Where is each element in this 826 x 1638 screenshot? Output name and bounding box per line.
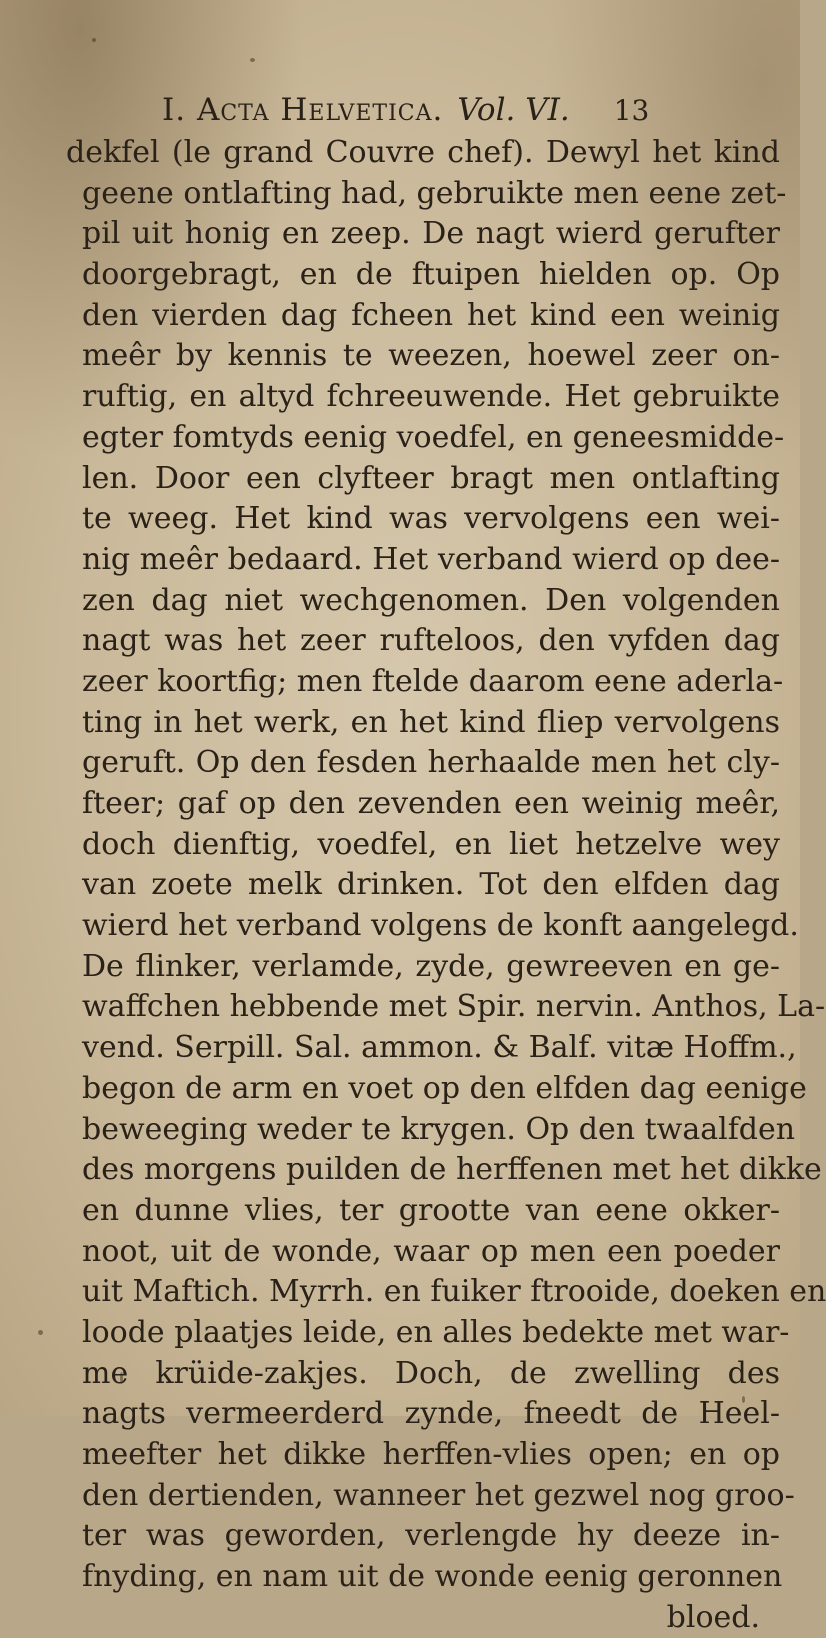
text-line: noot, uit de wonde, waar op men een poeder xyxy=(82,1233,780,1269)
text-line: des morgens puilden de herffenen met het dikke xyxy=(82,1152,822,1188)
text-line-final: bloed. xyxy=(666,1599,760,1635)
text-line: van zoete melk drinken. Tot den elfden dag xyxy=(82,867,780,903)
body-text xyxy=(60,133,826,1638)
text-line: vend. Serpill. Sal. ammon. & Balf. vitæ Hoffm., xyxy=(82,1030,797,1066)
volume-label: Vol. VI. xyxy=(457,92,570,128)
text-line: len. Door een clyfteer bragt men ontlafting xyxy=(82,460,780,496)
text-line: pil uit honig en zeep. De nagt wierd gerufter xyxy=(82,216,780,252)
text-line: geene ontlafting had, gebruikte men eene zet- xyxy=(82,175,787,211)
text-line: zen dag niet wechgenomen. Den volgenden xyxy=(82,582,780,618)
ink-speck xyxy=(38,1330,43,1335)
text-line: den vierden dag fcheen het kind een weinig xyxy=(82,297,780,333)
page-number: 13 xyxy=(613,94,650,127)
text-line: waffchen hebbende met Spir. nervin. Anthos, La- xyxy=(82,989,826,1025)
text-line: ting in het werk, en het kind fliep vervolgens xyxy=(82,704,780,740)
text-line: ter was geworden, verlengde hy deeze in- xyxy=(82,1518,780,1554)
text-line: egter fomtyds eenig voedfel, en geneesmidde- xyxy=(82,419,785,455)
text-line: uit Maftich. Myrrh. en fuiker ftrooide, doeken en xyxy=(82,1274,826,1310)
text-line: beweeging weder te krygen. Op den twaalfden xyxy=(82,1111,796,1147)
text-line: doch dienftig, voedfel, en liet hetzelve wey xyxy=(82,826,780,862)
running-header xyxy=(162,92,662,132)
text-line: dekfel (le grand Couvre chef). Dewyl het kind xyxy=(66,135,780,170)
text-line: meefter het dikke herffen-vlies open; en op xyxy=(82,1437,780,1472)
text-line: De flinker, verlamde, zyde, gewreeven en ge- xyxy=(82,948,780,984)
text-line: nagt was het zeer rufteloos, den vyfden dag xyxy=(82,623,780,659)
text-line: begon de arm en voet op den elfden dag eenige xyxy=(82,1070,807,1106)
text-line: nig meêr bedaard. Het verband wierd op dee- xyxy=(82,541,780,577)
text-line: fnyding, en nam uit de wonde eenig geronnen xyxy=(82,1559,783,1595)
text-line: me krüide-zakjes. Doch, de zwelling des xyxy=(82,1355,780,1391)
text-line: en dunne vlies, ter grootte van eene okker- xyxy=(82,1192,780,1228)
text-line: den dertienden, wanneer het gezwel nog groo- xyxy=(82,1477,795,1513)
text-line: zeer koortfig; men ftelde daarom eene aderla- xyxy=(82,663,784,699)
text-line: loode plaatjes leide, en alles bedekte met war- xyxy=(82,1314,790,1350)
text-line: fteer; gaf op den zevenden een weinig meêr, xyxy=(82,786,780,821)
text-line: geruft. Op den fesden herhaalde men het cly- xyxy=(82,745,780,781)
text-line: nagts vermeerderd zynde, fneedt de Heel- xyxy=(82,1396,780,1432)
text-line: wierd het verband volgens de konft aangelegd. xyxy=(82,908,799,944)
journal-title: I. Acta Helvetica. xyxy=(162,92,444,128)
text-line: te weeg. Het kind was vervolgens een wei- xyxy=(82,501,780,537)
text-line: doorgebragt, en de ftuipen hielden op. Op xyxy=(82,257,780,293)
text-line: ruftig, en altyd fchreeuwende. Het gebruikte xyxy=(82,379,780,415)
text-line: meêr by kennis te weezen, hoewel zeer on- xyxy=(82,338,780,374)
ink-speck xyxy=(250,58,255,62)
ink-speck xyxy=(92,38,96,42)
